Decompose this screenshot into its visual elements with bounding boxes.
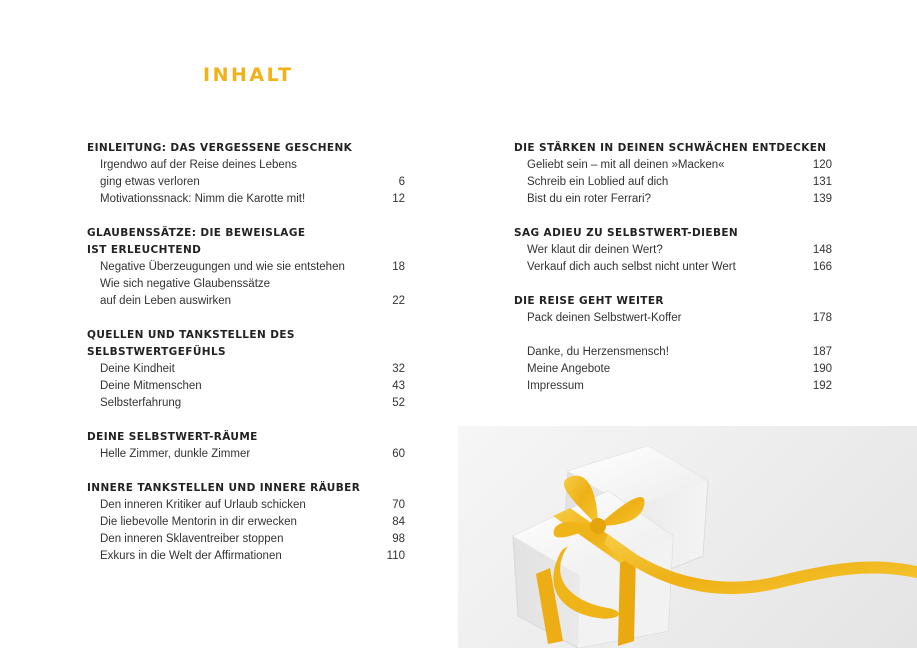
entry-title: Danke, du Herzensmensch! — [527, 346, 669, 358]
section-heading: DIE REISE GEHT WEITER — [514, 295, 664, 307]
entry-title: Den inneren Sklaventreiber stoppen — [100, 533, 284, 545]
entry-title: Geliebt sein – mit all deinen »Macken« — [527, 159, 725, 171]
toc-entry — [87, 293, 405, 310]
entry-title: Wer klaut dir deinen Wert? — [527, 244, 663, 256]
toc-entry — [87, 361, 405, 378]
toc-left-column — [87, 140, 405, 582]
toc-entry — [514, 242, 832, 259]
entry-page-number: 60 — [392, 448, 405, 460]
section-heading: GLAUBENSSÄTZE: DIE BEWEISLAGE — [87, 227, 306, 239]
entry-title: ging etwas verloren — [100, 176, 200, 188]
section-heading: INNERE TANKSTELLEN UND INNERE RÄUBER — [87, 482, 361, 494]
entry-title: Meine Angebote — [527, 363, 611, 375]
entry-page-number: 70 — [392, 499, 405, 511]
toc-entry — [514, 361, 832, 378]
entry-page-number: 190 — [812, 363, 832, 375]
entry-page-number: 84 — [392, 516, 405, 528]
entry-title: Exkurs in die Welt der Affirmationen — [100, 550, 282, 562]
entry-title: Irgendwo auf der Reise deines Lebens — [100, 159, 297, 171]
toc-section — [87, 140, 405, 208]
section-heading: IST ERLEUCHTEND — [87, 244, 202, 256]
toc-right-column — [514, 140, 832, 412]
gift-box-photo — [458, 426, 917, 648]
entry-title: Die liebevolle Mentorin in dir erwecken — [100, 516, 297, 528]
entry-title: Wie sich negative Glaubenssätze — [100, 278, 271, 290]
entry-page-number: 166 — [812, 261, 832, 273]
toc-entry — [514, 259, 832, 276]
entry-title: Negative Überzeugungen und wie sie entstehen — [100, 261, 345, 273]
section-heading: SAG ADIEU ZU SELBSTWERT-DIEBEN — [514, 227, 739, 239]
entry-page-number: 131 — [812, 176, 832, 188]
entry-page-number: 148 — [812, 244, 832, 256]
toc-entry — [87, 259, 405, 276]
entry-title: Verkauf dich auch selbst nicht unter Wert — [527, 261, 736, 273]
toc-section — [514, 140, 832, 208]
toc-entry — [514, 310, 832, 327]
toc-entry — [87, 531, 405, 548]
toc-entry — [87, 378, 405, 395]
entry-page-number: 187 — [812, 346, 832, 358]
toc-section — [87, 327, 405, 412]
entry-title: auf dein Leben auswirken — [100, 295, 232, 307]
section-heading: EINLEITUNG: DAS VERGESSENE GESCHENK — [87, 142, 353, 154]
toc-entry — [514, 344, 832, 361]
toc-section — [87, 429, 405, 463]
toc-entry — [87, 395, 405, 412]
page-title: INHALT — [203, 64, 294, 86]
entry-page-number: 12 — [392, 193, 405, 205]
entry-page-number: 32 — [392, 363, 405, 375]
entry-title: Motivationssnack: Nimm die Karotte mit! — [100, 193, 306, 205]
entry-title: Bist du ein roter Ferrari? — [527, 193, 651, 205]
toc-entry — [514, 378, 832, 395]
toc-entry — [87, 548, 405, 565]
entry-title: Schreib ein Loblied auf dich — [527, 176, 669, 188]
entry-title: Deine Kindheit — [100, 363, 175, 375]
section-heading: SELBSTWERTGEFÜHLS — [87, 346, 227, 358]
entry-page-number: 178 — [812, 312, 832, 324]
toc-section — [87, 480, 405, 565]
entry-title: Impressum — [527, 380, 584, 392]
entry-page-number: 192 — [812, 380, 832, 392]
entry-page-number: 139 — [812, 193, 832, 205]
section-heading: DEINE SELBSTWERT-RÄUME — [87, 431, 258, 443]
entry-page-number: 52 — [392, 397, 405, 409]
toc-entry — [87, 514, 405, 531]
entry-page-number: 120 — [812, 159, 832, 171]
entry-page-number: 43 — [392, 380, 405, 392]
toc-entry — [87, 157, 405, 174]
toc-entry — [514, 174, 832, 191]
entry-page-number: 110 — [386, 550, 405, 562]
section-heading: QUELLEN UND TANKSTELLEN DES — [87, 329, 295, 341]
toc-section — [514, 225, 832, 276]
entry-title: Pack deinen Selbstwert-Koffer — [527, 312, 682, 324]
toc-entry — [514, 191, 832, 208]
entry-title: Den inneren Kritiker auf Urlaub schicken — [100, 499, 306, 511]
toc-entry — [87, 276, 405, 293]
entry-title: Selbsterfahrung — [100, 397, 182, 409]
toc-entry — [87, 191, 405, 208]
entry-title: Deine Mitmenschen — [100, 380, 202, 392]
toc-entry — [514, 157, 832, 174]
section-heading: DIE STÄRKEN IN DEINEN SCHWÄCHEN ENTDECKEN — [514, 142, 827, 154]
toc-spacer — [514, 327, 832, 344]
entry-page-number: 18 — [392, 261, 405, 273]
toc-entry — [87, 497, 405, 514]
entry-page-number: 22 — [392, 295, 405, 307]
toc-section — [514, 293, 832, 395]
entry-title: Helle Zimmer, dunkle Zimmer — [100, 448, 251, 460]
entry-page-number: 6 — [398, 176, 405, 188]
toc-entry — [87, 446, 405, 463]
entry-page-number: 98 — [392, 533, 405, 545]
toc-entry — [87, 174, 405, 191]
toc-section — [87, 225, 405, 310]
